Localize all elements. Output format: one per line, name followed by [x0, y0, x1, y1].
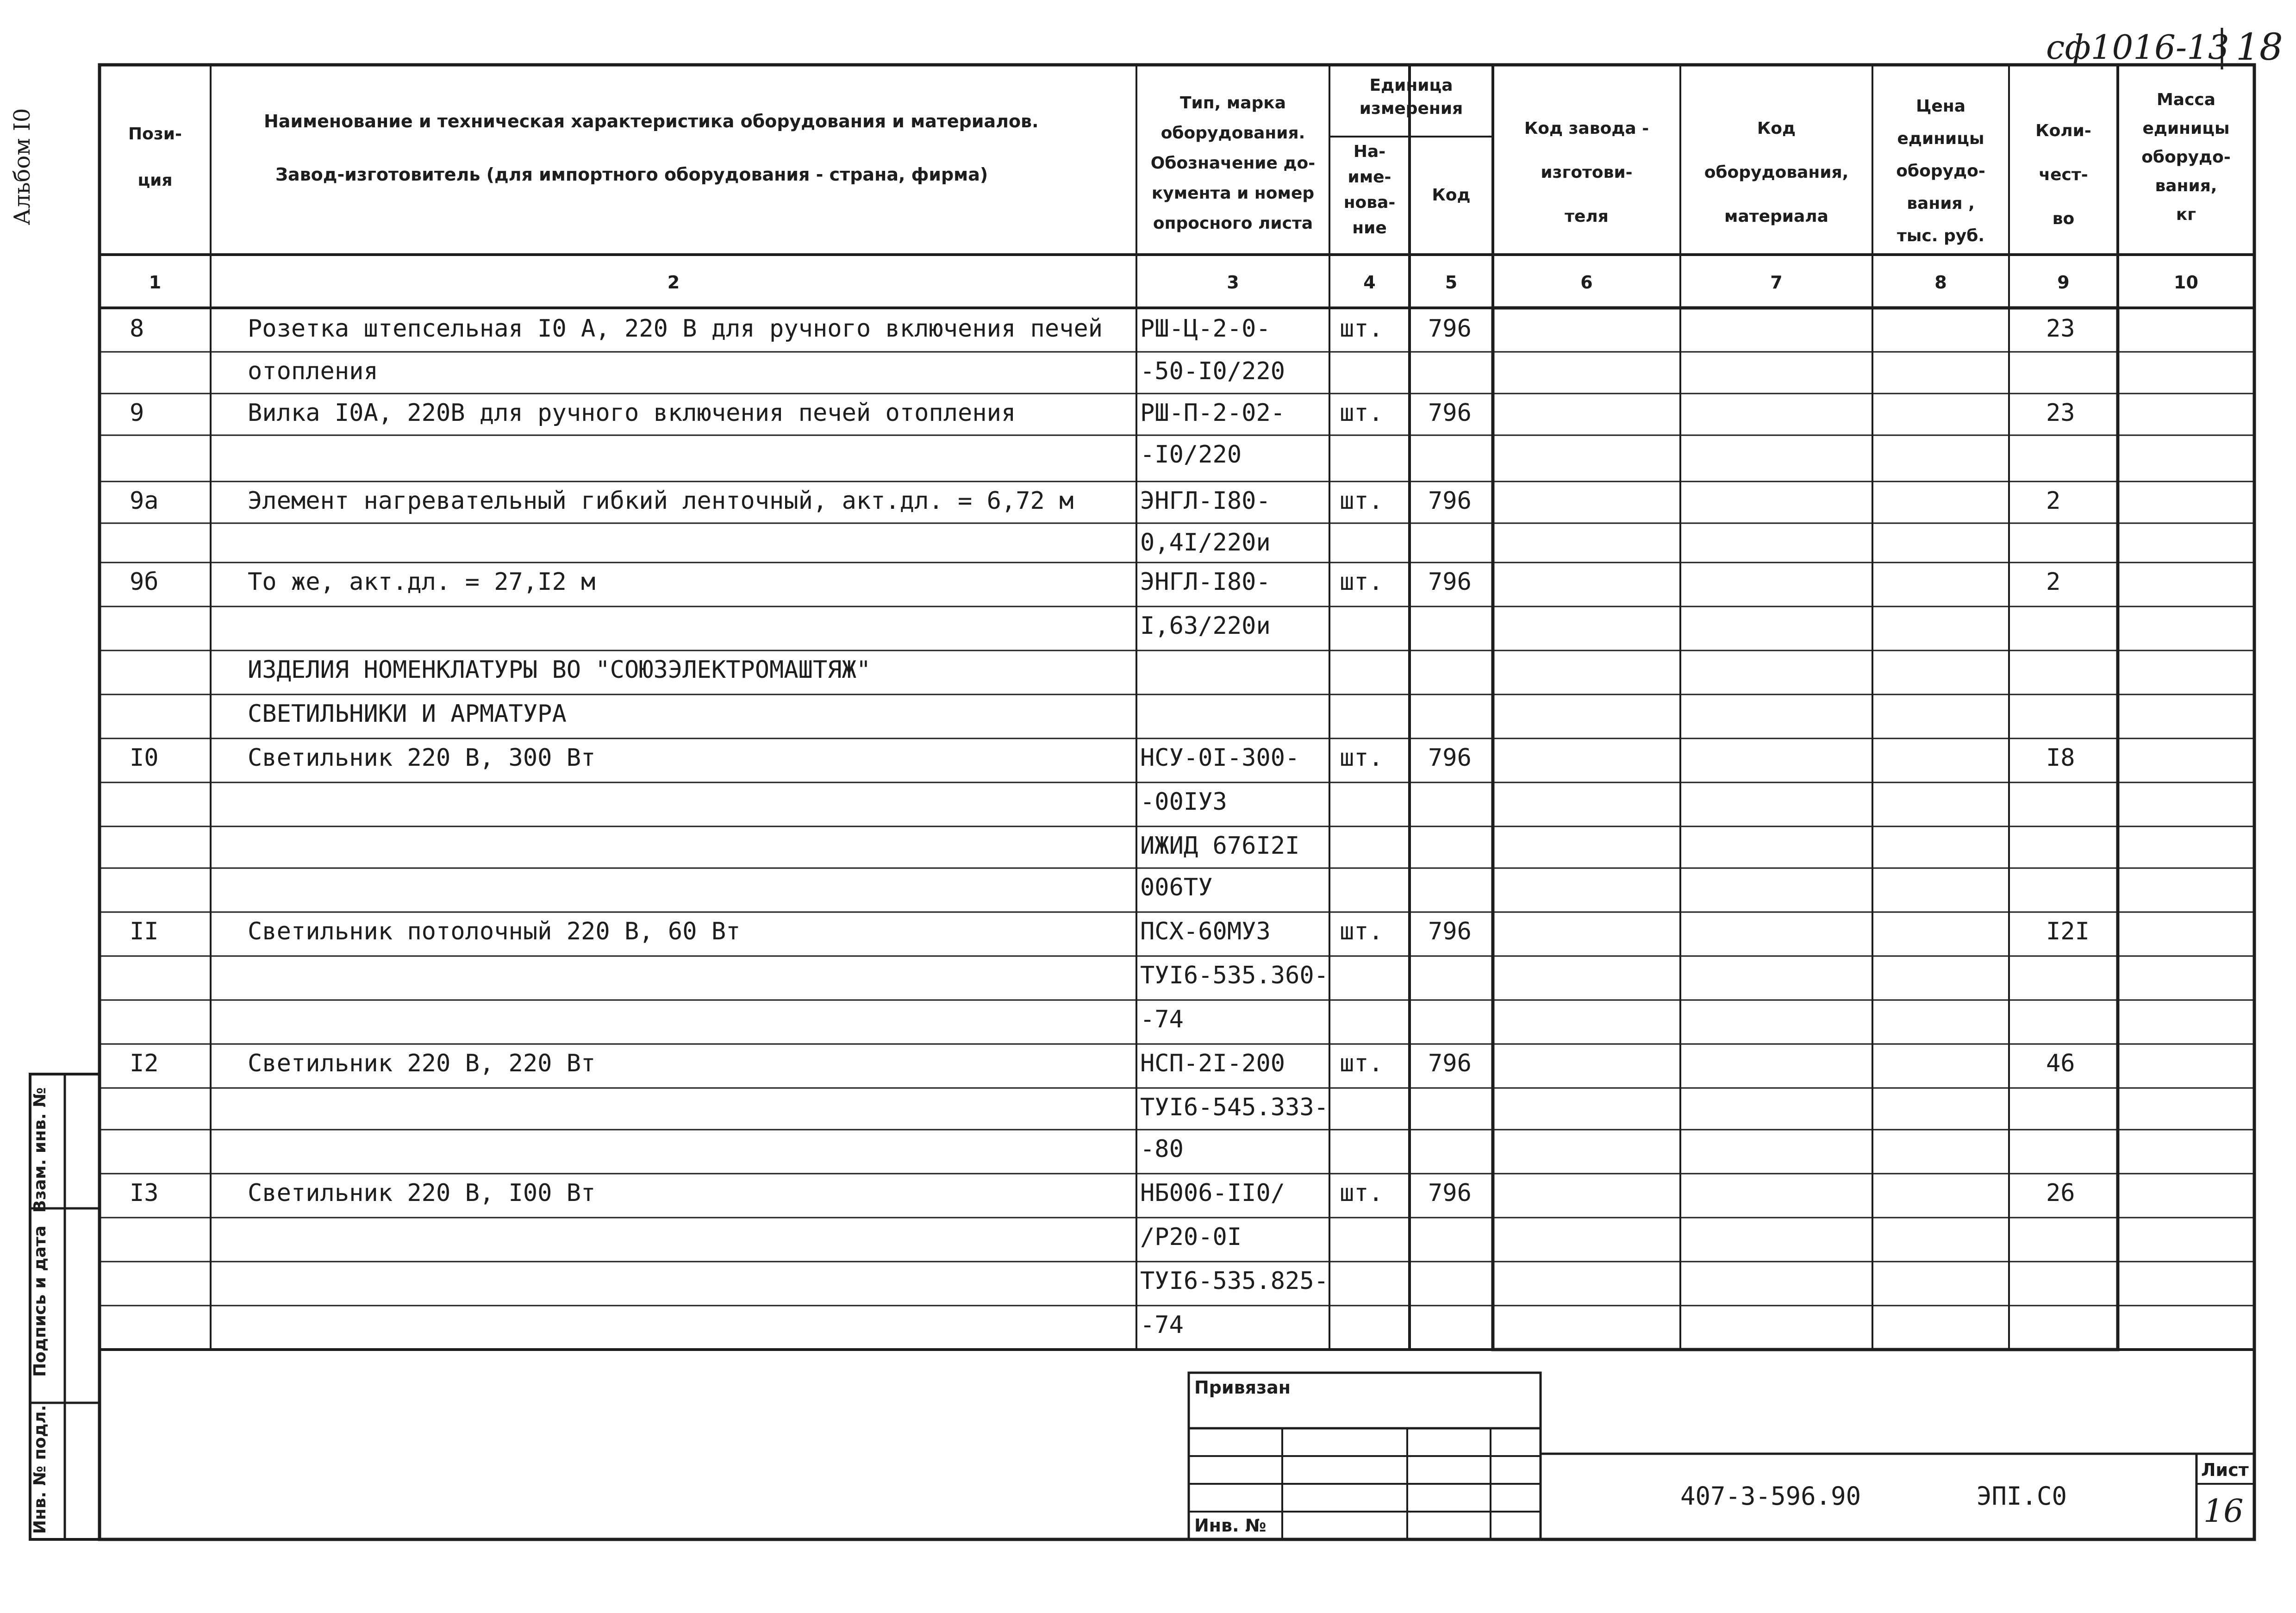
row-unit-code: 796	[1428, 568, 1472, 596]
header-plant-code: изготови-	[1541, 163, 1633, 182]
row-position: 8	[130, 315, 144, 343]
row-quantity: 23	[2046, 399, 2075, 427]
inv-no-label: Инв. №	[1194, 1515, 1267, 1536]
row-unit-code: 796	[1428, 315, 1472, 343]
row-type: 006ТУ	[1140, 874, 1213, 901]
sheet-number: 16	[2203, 1493, 2244, 1530]
column-number: 2	[667, 272, 680, 293]
row-type: ТУI6-535.360-	[1140, 962, 1329, 989]
header-equipment-code: материала	[1724, 207, 1828, 226]
header-mass: оборудо-	[2141, 148, 2231, 167]
corner-doc-code: сф1016-13	[2046, 28, 2229, 67]
header-price: оборудо-	[1896, 162, 1985, 181]
header-plant-code: теля	[1565, 207, 1609, 226]
row-type: I,63/220и	[1140, 612, 1271, 640]
row-name: Светильник 220 В, 220 Вт	[248, 1050, 596, 1077]
row-type: 0,4I/220и	[1140, 529, 1271, 556]
row-position: 9а	[130, 487, 159, 515]
row-position: I0	[130, 744, 159, 772]
header-quantity: Коли-	[2035, 121, 2091, 140]
header-mass: единицы	[2142, 119, 2230, 138]
header-price: тыс. руб.	[1897, 226, 1985, 245]
row-type: -I0/220	[1140, 441, 1242, 469]
row-quantity: I8	[2046, 744, 2075, 772]
header-quantity: чест-	[2039, 165, 2088, 184]
header-mass: Масса	[2156, 90, 2216, 109]
header-mass: кг	[2176, 205, 2196, 224]
corner-sheet-number: 18	[2236, 25, 2283, 69]
row-quantity: 23	[2046, 315, 2075, 343]
row-unit: шт.	[1340, 918, 1383, 945]
row-position: II	[130, 918, 159, 945]
header-position: Пози-	[128, 125, 182, 144]
column-number: 9	[2057, 272, 2070, 293]
row-type: /Р20-0I	[1140, 1223, 1242, 1251]
row-name: Вилка I0А, 220В для ручного включения печей отопления	[248, 399, 1016, 427]
document-designation: 407-3-596.90	[1680, 1482, 1861, 1511]
sheet-label: Лист	[2201, 1460, 2249, 1480]
header-unit-name: ние	[1352, 219, 1387, 238]
header-price: единицы	[1897, 129, 1984, 148]
row-unit: шт.	[1340, 568, 1383, 596]
row-type: НБ006-II0/	[1140, 1179, 1285, 1207]
row-position: 9	[130, 399, 144, 427]
row-unit-code: 796	[1428, 487, 1472, 515]
album-label: Альбом I0	[9, 108, 35, 225]
header-type: опросного листа	[1153, 214, 1313, 233]
header-unit-name: нова-	[1343, 193, 1396, 212]
row-type: -74	[1140, 1311, 1184, 1339]
side-sign-date-label: Подпись и дата	[31, 1225, 50, 1377]
row-type: ЭНГЛ-I80-	[1140, 487, 1271, 515]
row-name: отопления	[248, 357, 378, 385]
row-position: I2	[130, 1050, 159, 1077]
document-section: ЭПI.С0	[1977, 1482, 2067, 1511]
row-type: РШ-Ц-2-0-	[1140, 315, 1271, 343]
column-number: 5	[1445, 272, 1458, 293]
row-unit-code: 796	[1428, 918, 1472, 945]
header-price: вания ,	[1907, 194, 1975, 213]
row-name: ИЗДЕЛИЯ НОМЕНКЛАТУРЫ ВО "СОЮЗЭЛЕКТРОМАШТЯЖ"	[248, 656, 871, 684]
row-unit-code: 796	[1428, 1050, 1472, 1077]
row-name: Розетка штепсельная I0 А, 220 В для ручного включения печей	[248, 315, 1103, 343]
row-name: То же, акт.дл. = 27,I2 м	[248, 568, 596, 596]
side-vzam-inv-label: Взам. инв. №	[31, 1087, 50, 1213]
header-unit-name: име-	[1348, 168, 1391, 187]
side-inv-sub-label: Инв. № подл.	[31, 1405, 50, 1534]
highlight-box	[1493, 308, 2118, 1350]
row-type: -50-I0/220	[1140, 357, 1285, 385]
row-quantity: 2	[2046, 568, 2061, 596]
row-type: -74	[1140, 1006, 1184, 1033]
privyazan-label: Привязан	[1194, 1377, 1291, 1398]
row-quantity: I2I	[2046, 918, 2090, 945]
column-number: 7	[1770, 272, 1783, 293]
header-position: ция	[137, 171, 173, 190]
row-name: Элемент нагревательный гибкий ленточный, акт.дл. = 6,72 м	[248, 487, 1074, 515]
header-price: Цена	[1916, 97, 1965, 116]
row-type: ИЖИД 676I2I	[1140, 832, 1300, 860]
header-type: Тип, марка	[1179, 94, 1286, 113]
column-number: 6	[1580, 272, 1593, 293]
row-unit: шт.	[1340, 744, 1383, 772]
row-unit: шт.	[1340, 1179, 1383, 1207]
header-type: Обозначение до-	[1150, 154, 1316, 173]
header-plant-code: Код завода -	[1524, 119, 1649, 138]
header-name-line-2: Завод-изготовитель (для импортного оборудования - страна, фирма)	[275, 164, 988, 185]
row-name: СВЕТИЛЬНИКИ И АРМАТУРА	[248, 700, 567, 728]
row-type: -00IУЗ	[1140, 788, 1227, 816]
row-unit: шт.	[1340, 487, 1383, 515]
row-quantity: 26	[2046, 1179, 2075, 1207]
row-unit: шт.	[1340, 399, 1383, 427]
row-name: Светильник 220 В, I00 Вт	[248, 1179, 596, 1207]
row-unit-code: 796	[1428, 744, 1472, 772]
row-name: Светильник потолочный 220 В, 60 Вт	[248, 918, 741, 945]
row-name: Светильник 220 В, 300 Вт	[248, 744, 596, 772]
row-type: НСУ-0I-300-	[1140, 744, 1300, 772]
row-type: ТУI6-535.825-	[1140, 1267, 1329, 1295]
header-name-line-1: Наименование и техническая характеристика оборудования и материалов.	[264, 111, 1039, 131]
header-unit-group: Единица	[1369, 76, 1453, 95]
column-number: 1	[149, 272, 162, 293]
header-equipment-code: оборудования,	[1704, 163, 1849, 182]
row-unit: шт.	[1340, 315, 1383, 343]
row-unit: шт.	[1340, 1050, 1383, 1077]
row-type: -80	[1140, 1135, 1184, 1163]
header-type: оборудования.	[1160, 124, 1305, 143]
row-type: ПСХ-60МУЗ	[1140, 918, 1271, 945]
header-unit-group: измерения	[1359, 99, 1463, 118]
header-equipment-code: Код	[1757, 119, 1796, 138]
row-type: РШ-П-2-02-	[1140, 399, 1285, 427]
row-type: НСП-2I-200	[1140, 1050, 1285, 1077]
header-type: кумента и номер	[1151, 184, 1315, 203]
column-number: 4	[1363, 272, 1376, 293]
row-type: ЭНГЛ-I80-	[1140, 568, 1271, 596]
row-quantity: 2	[2046, 487, 2061, 515]
column-number: 8	[1934, 272, 1947, 293]
column-number: 10	[2174, 272, 2198, 293]
header-unit-code: Код	[1432, 186, 1471, 205]
row-position: 9б	[130, 568, 159, 596]
header-unit-name: На-	[1353, 142, 1386, 161]
row-quantity: 46	[2046, 1050, 2075, 1077]
header-quantity: во	[2052, 209, 2075, 228]
row-unit-code: 796	[1428, 1179, 1472, 1207]
row-unit-code: 796	[1428, 399, 1472, 427]
row-position: I3	[130, 1179, 159, 1207]
column-number: 3	[1227, 272, 1239, 293]
header-mass: вания,	[2155, 176, 2217, 195]
row-type: ТУI6-545.333-	[1140, 1094, 1329, 1121]
